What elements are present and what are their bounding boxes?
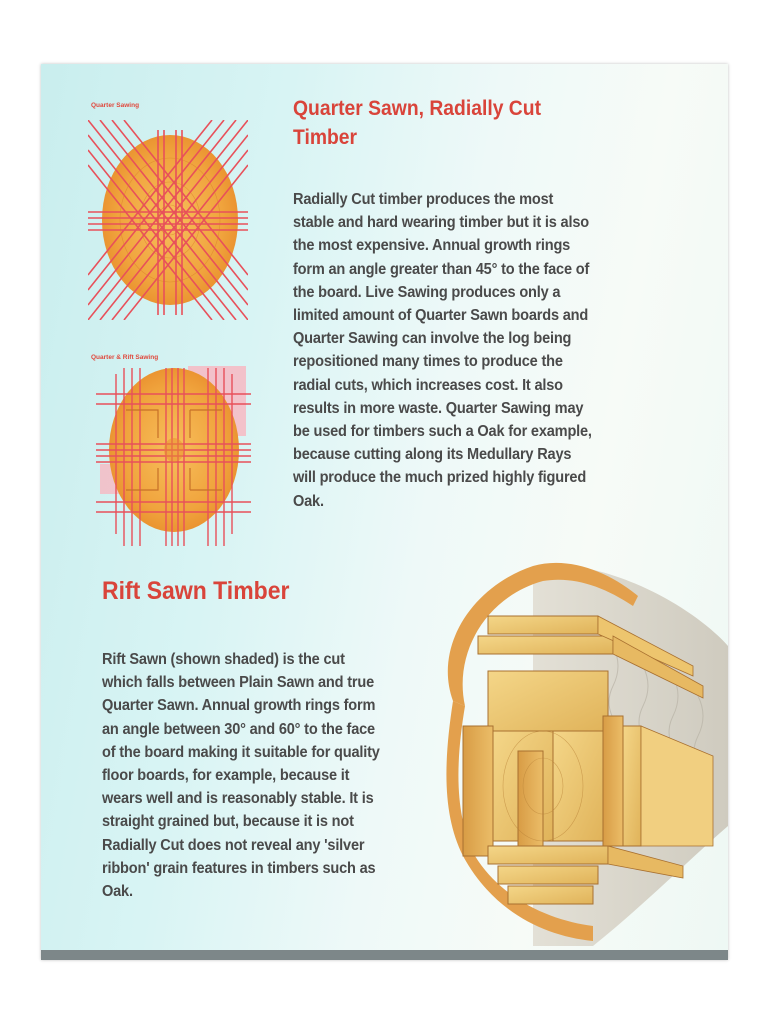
rift-sawn-heading: Rift Sawn Timber — [102, 577, 290, 605]
rift-sawing-caption: Quarter & Rift Sawing — [91, 354, 159, 361]
quarter-sawing-diagram-icon — [88, 120, 248, 320]
quarter-sawing-caption: Quarter Sawing — [91, 102, 140, 109]
rift-sawn-paragraph: Rift Sawn (shown shaded) is the cut which falls between Plain Sawn and true Quarter Sawn. Annual growth rings form an angle between 30° and 60° to the face of the board making it suitable for quality floor boards, for example, because it wears well and is reasonably stable. It is straight grained but, because it is not Radially Cut does not reveal any 'silver ribbon' grain features in timbers such as Oak. — [102, 651, 380, 901]
quarter-sawn-heading: Quarter Sawn, Radially Cut Timber — [293, 97, 542, 149]
quarter-sawn-paragraph: Radially Cut timber produces the most stable and hard wearing timber but it is also the most expensive. Annual growth rings form an angle greater than 45° to the face of the board. Live Sawing produces only a limited amount of Quarter Sawn boards and Quarter Sawing can involve the log being repositioned many times to produce the radial cuts, which increases cost. It also results in more waste. Quarter Sawing may be used for timbers such a Oak for example, because cutting along its Medullary Rays will produce the much prized highly figured Oak. — [293, 191, 592, 510]
rift-sawing-diagram-icon — [96, 364, 251, 549]
page-sheet — [41, 64, 728, 960]
cut-log-illustration-icon — [393, 526, 728, 946]
